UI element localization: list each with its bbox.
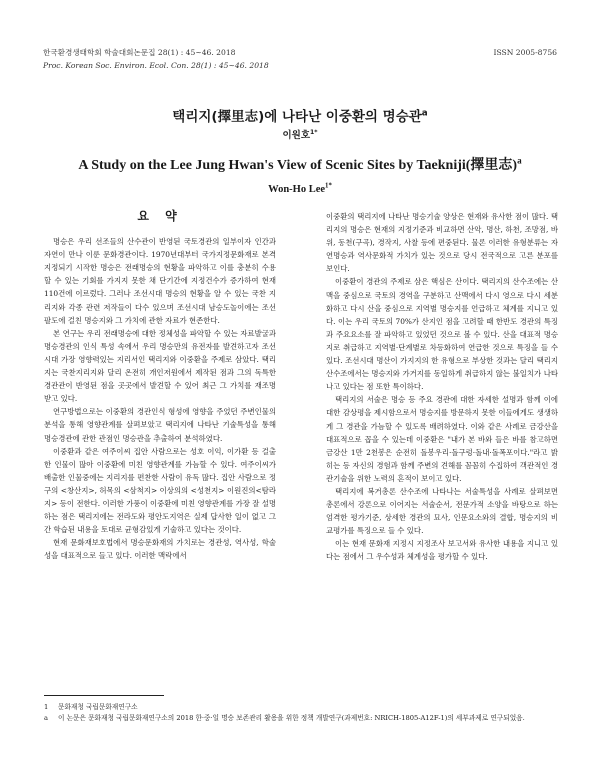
paper-title-ko bbox=[0, 105, 600, 125]
paper-title-en-text: A Study on the Lee Jung Hwan's View of Scenic Sites by Taekniji(擇里志) bbox=[78, 158, 518, 173]
issn: ISSN 2005-8756 bbox=[493, 48, 557, 57]
body-paragraph: 본 연구는 우리 전래명승에 대한 정체성을 파악할 수 있는 자료발굴과 명승경관의 인식 특성 속에서 우리 명승만의 유전자를 발견하고자 조선시대 가장 영향력있는 지리서인 택리지와 이중환을 주제로 삼았다. 택리지는 국찬지리지와 달리 온전히 개인저원에서 제작된 점과 그의 독특한 경관관이 반영된 점을 곳곳에서 발견할 수 있어 최근 그 가치를 재조명 받고 있다. bbox=[44, 328, 276, 404]
author-ko-name: 이원호 bbox=[282, 130, 310, 141]
journal-header bbox=[43, 46, 557, 72]
author-ko bbox=[0, 127, 600, 141]
footnote bbox=[44, 702, 558, 713]
paper-title-en-sup: a bbox=[517, 155, 522, 166]
body-paragraph: 이는 현재 문화재 지정시 지정조사 보고서와 유사한 내용을 지니고 있다는 점에서 그 우수성과 체계성을 평가할 수 있다. bbox=[326, 539, 558, 562]
left-column bbox=[44, 210, 276, 562]
body-paragraph: 연구방법으로는 이중환의 경관인식 형성에 영향을 주었던 주변인물의 분석을 통해 영향관계를 살펴보았고 택리지에 나타난 기술특성을 통해 명승경관에 관한 관점인 명승관을 추출하여 분석하였다. bbox=[44, 407, 276, 443]
author-en-sup: 1* bbox=[325, 182, 332, 190]
body-paragraph: 현재 문화재보호법에서 명승문화재의 가치로는 경관성, 역사성, 학술성을 대표적으로 들고 있다. 이러한 맥락에서 bbox=[44, 538, 276, 561]
author-ko-sup: 1* bbox=[310, 128, 318, 136]
footnote-mark: 1 bbox=[44, 703, 49, 711]
paper-title-ko-text: 택리지(擇里志)에 나타난 이중환의 명승관 bbox=[172, 109, 422, 125]
footnote bbox=[44, 713, 558, 724]
footnote-text: 문화재청 국립문화재연구소 bbox=[58, 703, 138, 711]
journal-citation-en: Proc. Korean Soc. Environ. Ecol. Con. 28(1) : 45~46. 2018 bbox=[43, 61, 269, 70]
footnote-text: 이 논문은 문화재청 국립문화재연구소의 2018 한·중·일 명승 보존관리 활용을 위한 정책 개발연구(과제번호: NRICH-1805-A12F-1)의 세부과제로 연구되었음. bbox=[58, 714, 525, 722]
footnote-divider bbox=[44, 695, 164, 696]
body-paragraph: 이중환과 같은 여주이씨 집안 사람으로는 성호 이익, 이가환 등 걸출한 인물이 많아 이중환에 미친 영향관계를 가늠할 수 있다. 여주이씨가 배출한 인물중에는 지리지를 편찬한 사람이 유독 많다. 집안 사람으로 정구의 <창산지>, 허목의 <삼척지> 이상의의 <성천지> 이원진의<탐라지> 등이 전한다. 이러한 가풍이 이중환에 미친 영향관계를 가장 잘 설명하는 점은 택리지에는 전라도와 평안도지역은 실제 답사한 일이 없고 그간 학습된 내용을 토대로 균형감있게 기술하고 있다는 것이다. bbox=[44, 446, 276, 535]
paper-title-ko-sup: a bbox=[421, 108, 428, 119]
body-paragraph: 이중환이 경관의 주제로 삼은 핵심은 산이다. 택리지의 산수조에는 산맥을 중심으로 국토의 경역을 구분하고 산맥에서 다시 영으로 다시 세분화하고 다시 산을 중심으로 지역별 명승지를 언급하고 체계를 지니고 있다. 이는 우리 국토의 70%가 산지인 점을 고려할 때 한반도 경관의 특징과 주요요소를 잘 파악하고 있었던 것으로 볼 수 있다. 산을 대표적 명승지로 취급하고 지역별·단계별로 차등화하여 연급한 것으로 특징을 들 수 있다. 조선시대 명산이 가지지의 한 유형으로 부상한 것과는 달리 택리지 산수조에서는 명승지와 가거지를 동일하게 취급하지 않는 불일치가 나타나고 있다는 점 또한 특이하다. bbox=[326, 277, 558, 392]
body-paragraph: 택리지의 서술은 명승 등 주요 경관에 대한 자세한 설명과 함께 이에 대한 감상평을 제시함으로서 명승지를 방문하지 못한 이들에게도 생생하게 그 경관을 가늠할 수 있도록 배려하였다. 이와 같은 사례로 금강산을 대표적으로 꼽을 수 있는데 이중환은 "내가 본 바와 들은 바를 참고하면 금강산 1만 2천봉은 순전히 돌봉우리·돌구렁·돌내·돌폭포이다."라고 밝히는 등 자신의 경험과 함께 주변의 견해를 꼼꼼히 수집하여 객관적인 경관기술을 위한 노력의 흔적이 보이고 있다. bbox=[326, 395, 558, 483]
author-en-name: Won-Ho Lee bbox=[268, 184, 326, 195]
footnotes bbox=[44, 695, 558, 724]
author-en bbox=[0, 184, 600, 195]
paper-title-en bbox=[0, 154, 600, 174]
right-column bbox=[326, 210, 558, 564]
footnote-mark: a bbox=[44, 714, 48, 722]
body-paragraph: 택리지에 복거총론 산수조에 나타나는 서술특성을 사례로 살펴보면 총론에서 강론으로 이어지는 서술순서, 전문가적 소양을 바탕으로 하는 엄격한 평가기준, 상세한 경관의 묘사, 인문요소와의 결합, 명승지의 비교평가를 특징으로 들 수 있다. bbox=[326, 486, 558, 536]
body-paragraph: 이중환의 택리지에 나타난 명승기술 양상은 현재와 유사한 점이 많다. 택리지의 명승은 현재의 지정기준과 비교하면 산악, 명산, 하천, 조망점, 바위, 동천(구곡), 경작지, 사찰 등에 편중된다. 물론 이러한 유형분류는 자연명승과 역사문화적 가치가 있는 것으로 당시 전국적으로 고른 분포를 보인다. bbox=[326, 212, 558, 274]
journal-citation-ko: 한국환경생태학회 학술대회논문집 28(1) : 45~46. 2018 bbox=[43, 48, 236, 57]
body-paragraph: 명승은 우리 선조들의 산수관이 반영된 국토경관의 일부이자 인간과 자연이 만나 이룬 문화경관이다. 1970년대부터 국가지정문화재로 본격 지정되기 시작한 명승은 전래명승의 현황을 파악하고 이를 충분히 수용할 수 있는 기회를 가지지 못한 채 단기간에 지정건수가 증가하여 현재 110건에 이르렀다. 그러나 조선시대 명승의 현황을 알 수 있는 국찬 지리지와 각종 관련 저작들이 다수 있으며 조선시대 남승도놀이에는 조선팔도에 걸친 명승지와 그 가치에 관한 자료가 현존한다. bbox=[44, 237, 276, 325]
abstract-heading: 요 약 bbox=[137, 209, 183, 223]
